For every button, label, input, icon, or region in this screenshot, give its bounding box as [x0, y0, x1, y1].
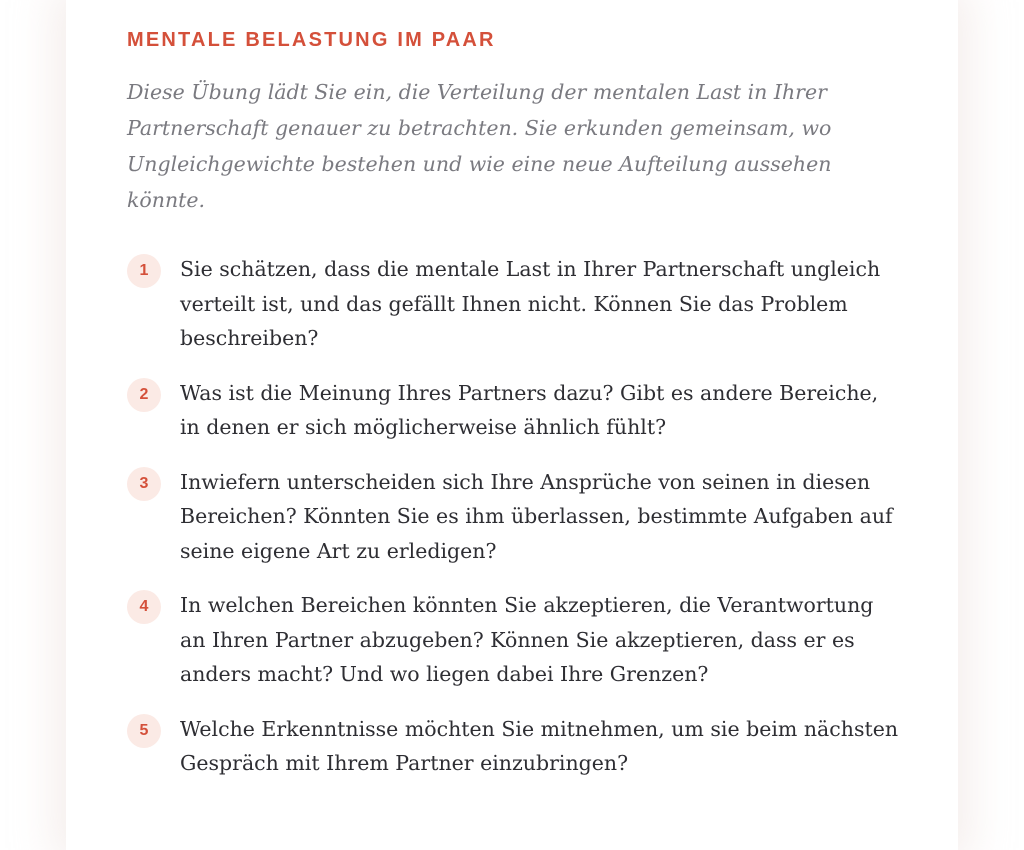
- step-number-badge: 1: [127, 254, 161, 288]
- exercise-title: MENTALE BELASTUNG IM PAAR: [127, 29, 496, 51]
- exercise-intro: Diese Übung lädt Sie ein, die Verteilung der mentalen Last in Ihrer Partnerschaft genauer zu betrachten. Sie erkunden gemeinsam, wo Ungleichgewichte bestehen und wie eine neue Aufteilung aussehen könnte.: [127, 80, 832, 212]
- step-item: [127, 376, 917, 445]
- step-number-badge: 5: [127, 714, 161, 748]
- step-item: [127, 252, 917, 356]
- step-text: Welche Erkenntnisse möchten Sie mitnehmen, um sie beim nächsten Gespräch mit Ihrem Partner einzubringen?: [180, 716, 899, 775]
- step-text: Inwiefern unterscheiden sich Ihre Ansprüche von seinen in diesen Bereichen? Könnten Sie es ihm überlassen, bestimmte Aufgaben auf seine eigene Art zu erledigen?: [180, 469, 893, 563]
- step-item: [127, 588, 917, 692]
- step-number-badge: 4: [127, 590, 161, 624]
- steps-list: [127, 252, 917, 781]
- exercise-content: [127, 26, 917, 801]
- step-item: [127, 712, 917, 781]
- exercise-card: [66, 0, 958, 850]
- step-text: In welchen Bereichen könnten Sie akzeptieren, die Verantwortung an Ihren Partner abzugeben? Können Sie akzeptieren, dass er es anders macht? Und wo liegen dabei Ihre Grenzen?: [180, 593, 874, 686]
- step-text: Sie schätzen, dass die mentale Last in Ihrer Partnerschaft ungleich verteilt ist, und das gefällt Ihnen nicht. Können Sie das Problem beschreiben?: [180, 257, 881, 350]
- step-number-badge: 3: [127, 467, 161, 501]
- step-text: Was ist die Meinung Ihres Partners dazu? Gibt es andere Bereiche, in denen er sich möglicherweise ähnlich fühlt?: [180, 380, 879, 439]
- step-number-badge: 2: [127, 378, 161, 412]
- step-item: [127, 465, 917, 569]
